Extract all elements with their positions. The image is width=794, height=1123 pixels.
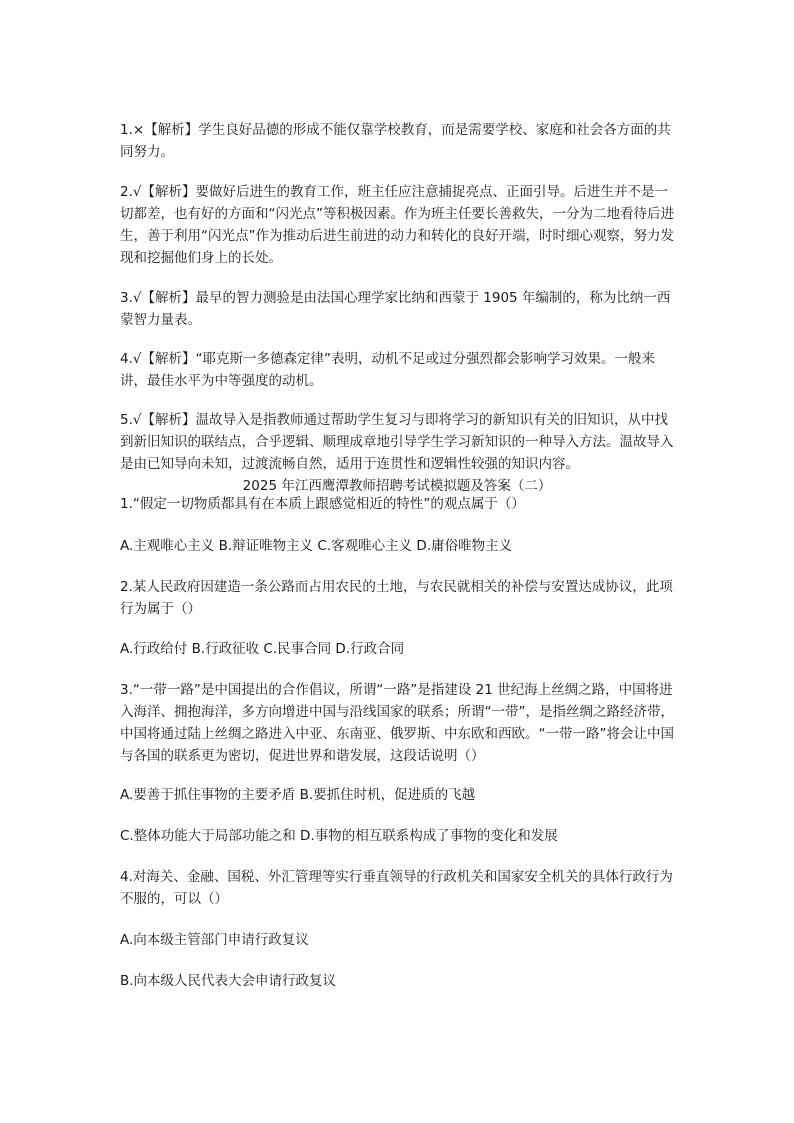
analysis-5: 5.√【解析】温故导入是指教师通过帮助学生复习与即将学习的新知识有关的旧知识，从中找到新旧知识的联结点，合乎逻辑、顺理成章地引导学生学习新知识的一种导入方法。温故导入是由已知导向未知，过渡流畅自然，适用于连贯性和逻辑性较强的知识内容。 <box>120 412 674 472</box>
question-2: 2.某人民政府因建造一条公路而占用农民的土地，与农民就相关的补偿与安置达成协议，此项行为属于（） <box>120 579 673 617</box>
analysis-4: 4.√【解析】“耶克斯一多德森定律”表明，动机不足或过分强烈都会影响学习效果。一般来讲，最佳水平为中等强度的动机。 <box>120 351 655 389</box>
question-4: 4.对海关、金融、国税、外汇管理等实行垂直领导的行政机关和国家安全机关的具体行政行为不服的，可以（） <box>120 869 673 907</box>
analysis-1: 1.×【解析】学生良好品德的形成不能仅靠学校教育，而是需要学校、家庭和社会各方面的共同努力。 <box>120 122 671 160</box>
question-3-options-ab: A.要善于抓住事物的主要矛盾 B.要抓住时机，促进质的飞越 <box>120 787 476 803</box>
question-2-options: A.行政给付 B.行政征收 C.民事合同 D.行政合同 <box>120 641 405 657</box>
question-1: 1.“假定一切物质都具有在本质上跟感觉相近的特性”的观点属于（） <box>120 496 525 512</box>
question-3: 3.“一带一路”是中国提出的合作倡议，所谓“一路”是指建设 21 世纪海上丝绸之路，中国将进入海洋、拥抱海洋，多方向增进中国与沿线国家的联系；所谓“一带”，是指丝绸之路经济带，中国将通过陆上丝绸之路进入中亚、东南亚、俄罗斯、中东欧和西欧。“一带一路”将会让中国与各国的联系更为密切，促进世界和谐发展，这段话说明（） <box>120 682 674 764</box>
question-4-option-a: A.向本级主管部门申请行政复议 <box>120 932 309 948</box>
analysis-2: 2.√【解析】要做好后进生的教育工作，班主任应注意捕捉亮点、正面引导。后进生并不是一切都差，也有好的方面和“闪光点”等积极因素。作为班主任要长善救失，一分为二地看待后进生，善于利用“闪光点”作为推动后进生前进的动力和转化的良好开端，时时细心观察，努力发现和挖掘他们身上的长处。 <box>120 184 674 266</box>
question-4-option-b: B.向本级人民代表大会申请行政复议 <box>120 973 337 989</box>
exam-title: 2025 年江西鹰潭教师招聘考试模拟题及答案（二） <box>242 478 552 494</box>
analysis-3: 3.√【解析】最早的智力测验是由法国心理学家比纳和西蒙于 1905 年编制的，称为比纳一西蒙智力量表。 <box>120 290 671 328</box>
question-1-options: A.主观唯心主义 B.辩证唯物主义 C.客观唯心主义 D.庸俗唯物主义 <box>120 538 513 554</box>
question-3-options-cd: C.整体功能大于局部功能之和 D.事物的相互联系构成了事物的变化和发展 <box>120 828 558 844</box>
